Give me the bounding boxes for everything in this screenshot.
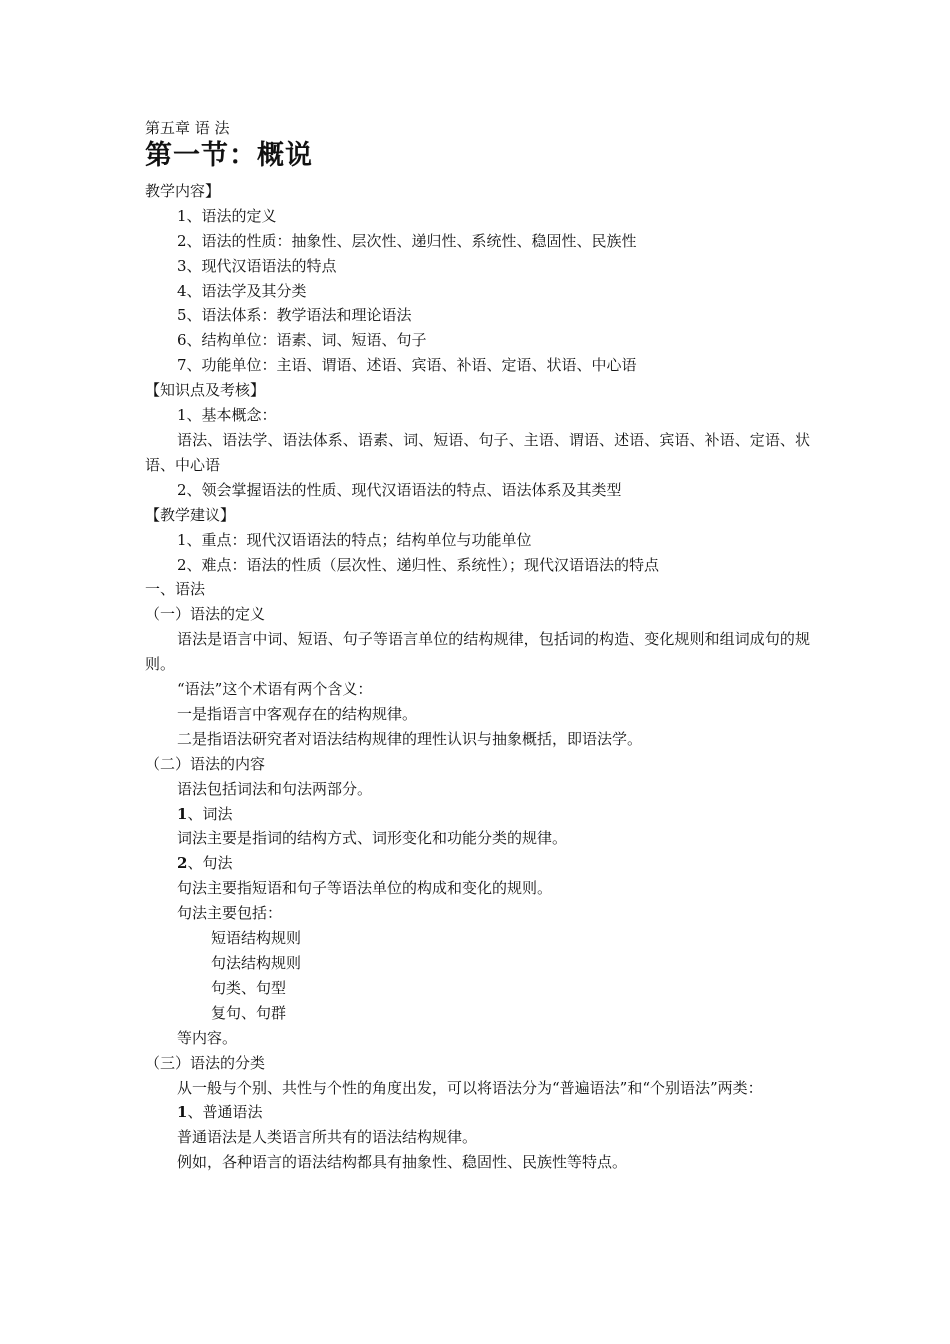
morphology-number: 1 [177,804,188,823]
knowledge-concepts-list: 语法、语法学、语法体系、语素、词、短语、句子、主语、谓语、述语、宾语、补语、定语、状语、中心语 [145,430,810,474]
content-intro: 语法包括词法和句法两部分。 [177,779,373,798]
syntax-includes: 句法主要包括： [177,904,283,923]
universal-grammar-description: 普通语法是人类语言所共有的语法结构规律。 [177,1128,478,1147]
teaching-content-heading: 教学内容】 [145,181,221,200]
document-body [145,116,810,1175]
example-line: 例如，各种语言的语法结构都具有抽象性、稳固性、民族性等特点。 [177,1153,628,1172]
morphology-subheading [145,802,810,827]
universal-grammar-number: 1 [177,1103,188,1122]
classification-paragraph: 从一般与个别、共性与个性的角度出发，可以将语法分为“普遍语法”和“个别语法”两类： [177,1078,763,1097]
section-one-heading: 一、语法 [145,580,206,599]
etc-line: 等内容。 [177,1028,238,1047]
teaching-content-item: 2、语法的性质：抽象性、层次性、递归性、系统性、稳固性、民族性 [177,231,637,250]
teaching-content-item: 5、语法体系：教学语法和理论语法 [177,306,412,325]
teaching-content-item: 3、现代汉语语法的特点 [177,256,337,275]
meaning-two: 二是指语法研究者对语法结构规律的理性认识与抽象概括，即语法学。 [177,729,643,748]
teaching-content-item: 7、功能单位：主语、谓语、述语、宾语、补语、定语、状语、中心语 [177,356,637,375]
chapter-heading: 第五章 语 法 [145,119,230,137]
classification-heading: （三）语法的分类 [145,1053,266,1072]
definition-paragraph: 语法是语言中词、短语、句子等语言单位的结构规律，包括词的构造、变化规则和组词成句的规则。 [145,630,810,674]
syntax-description: 句法主要指短语和句子等语法单位的构成和变化的规则。 [177,879,553,898]
syntax-list-item: 复句、句群 [211,1003,287,1022]
syntax-number: 2 [177,854,188,873]
universal-grammar-label: 、普通语法 [187,1103,263,1122]
suggestion-key-point: 1、重点：现代汉语语法的特点；结构单位与功能单位 [177,530,532,549]
syntax-list-item: 短语结构规则 [211,929,302,948]
suggestion-difficult-point: 2、难点：语法的性质（层次性、递归性、系统性）；现代汉语语法的特点 [177,555,660,574]
morphology-description: 词法主要是指词的结构方式、词形变化和功能分类的规律。 [177,829,568,848]
teaching-content-item: 4、语法学及其分类 [177,281,307,300]
teaching-content-item: 1、语法的定义 [177,206,277,225]
knowledge-item-mastery: 2、领会掌握语法的性质、现代汉语语法的特点、语法体系及其类型 [177,480,622,499]
morphology-label: 、词法 [187,804,233,823]
definition-heading: （一）语法的定义 [145,605,266,624]
content-heading: （二）语法的内容 [145,754,266,773]
universal-grammar-subheading [145,1100,810,1125]
section-title: 第一节：概说 [145,139,313,171]
teaching-suggestions-heading: 【教学建议】 [145,505,236,524]
syntax-list-item: 句类、句型 [211,978,287,997]
syntax-label: 、句法 [187,854,233,873]
meaning-one: 一是指语言中客观存在的结构规律。 [177,704,418,723]
syntax-subheading [145,851,810,876]
syntax-list-item: 句法结构规则 [211,954,302,972]
teaching-content-item: 6、结构单位：语素、词、短语、句子 [177,331,427,350]
knowledge-item-basic-concepts: 1、基本概念： [177,406,277,425]
knowledge-points-heading: 【知识点及考核】 [145,381,266,400]
two-meanings-line: “语法”这个术语有两个含义： [177,680,373,699]
